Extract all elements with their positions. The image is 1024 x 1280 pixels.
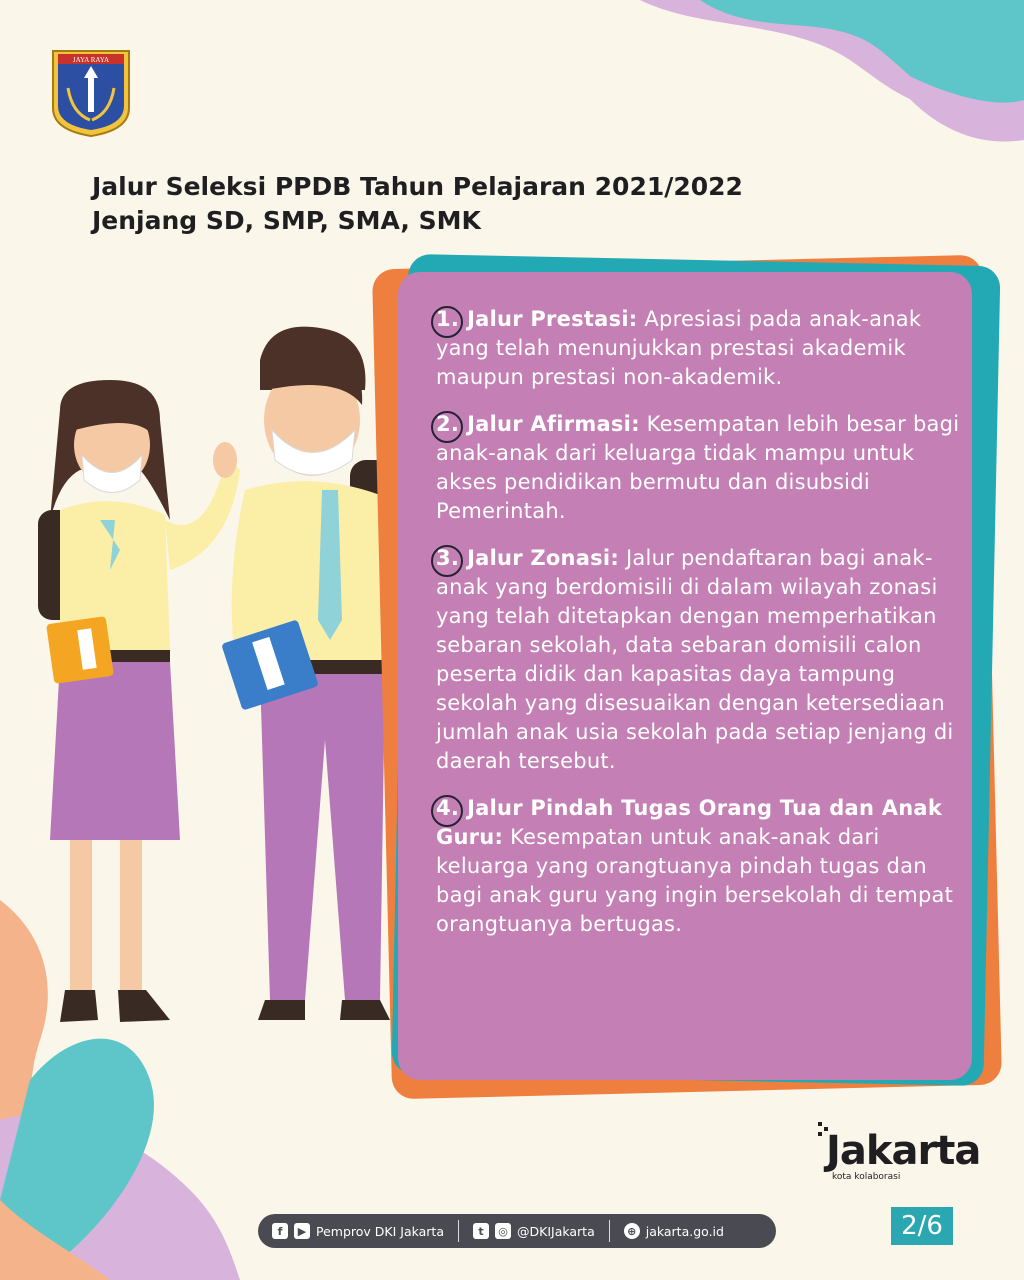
list-item <box>436 544 961 776</box>
footer-twitter-label: @DKIJakarta <box>517 1223 595 1239</box>
facebook-icon: f <box>272 1223 288 1239</box>
footer-website[interactable] <box>610 1223 738 1239</box>
title-line-2: Jenjang SD, SMP, SMA, SMK <box>92 206 481 235</box>
item-number: 1. <box>436 305 459 334</box>
title-line-1: Jalur Seleksi PPDB Tahun Pelajaran 2021/2022 <box>92 172 743 201</box>
footer-facebook-youtube[interactable] <box>258 1223 458 1239</box>
item-text: Kesempatan lebih besar bagi anak-anak dari keluarga tidak mampu untuk akses pendidikan bermutu dan disubsidi Pemerintah. <box>436 412 960 523</box>
brand-tagline: kota kolaborasi <box>832 1172 901 1182</box>
item-label: Jalur Pindah Tugas Orang Tua dan Anak Guru: <box>436 796 943 849</box>
footer-divider <box>458 1220 459 1242</box>
brand-name: Jakarta <box>826 1128 981 1174</box>
footer-facebook-label: Pemprov DKI Jakarta <box>316 1223 444 1239</box>
list-item <box>436 410 961 526</box>
list-item <box>436 305 961 392</box>
list-item <box>436 794 961 939</box>
youtube-icon: ▶ <box>294 1223 310 1239</box>
selection-path-list <box>436 305 961 957</box>
jakarta-emblem-logo <box>50 48 132 138</box>
item-number: 2. <box>436 410 459 439</box>
students-illustration <box>20 320 420 1040</box>
social-footer-bar <box>258 1214 776 1248</box>
instagram-icon: ◎ <box>495 1223 511 1239</box>
page-indicator: 2/6 <box>891 1207 953 1245</box>
item-number: 4. <box>436 794 459 823</box>
item-text: Kesempatan untuk anak-anak dari keluarga yang orangtuanya pindah tugas dan bagi anak guru yang ingin bersekolah di tempat orangtuanya bertugas. <box>436 825 954 936</box>
girl-student <box>38 380 240 1022</box>
boy-student <box>221 327 401 1020</box>
item-label: Jalur Prestasi: <box>467 307 638 331</box>
item-text: Apresiasi pada anak-anak yang telah menunjukkan prestasi akademik maupun prestasi non-akademik. <box>436 307 922 389</box>
svg-text:JAYA RAYA: JAYA RAYA <box>72 56 110 64</box>
globe-icon: ⊕ <box>624 1223 640 1239</box>
item-label: Jalur Zonasi: <box>467 546 620 570</box>
page-title <box>92 170 743 238</box>
twitter-icon: t <box>473 1223 489 1239</box>
footer-website-label: jakarta.go.id <box>645 1223 724 1239</box>
item-label: Jalur Afirmasi: <box>467 412 640 436</box>
item-text: Jalur pendaftaran bagi anak-anak yang berdomisili di dalam wilayah zonasi yang telah ditetapkan dengan memperhatikan sebaran sekolah, data sebaran domisili calon peserta didik dan kapasitas daya tampung sekolah yang disesuaikan dengan ketersediaan jumlah anak usia sekolah pada setiap jenjang di daerah tersebut. <box>436 546 954 773</box>
footer-twitter-instagram[interactable] <box>459 1223 609 1239</box>
item-number: 3. <box>436 544 459 573</box>
footer-divider <box>609 1220 610 1242</box>
